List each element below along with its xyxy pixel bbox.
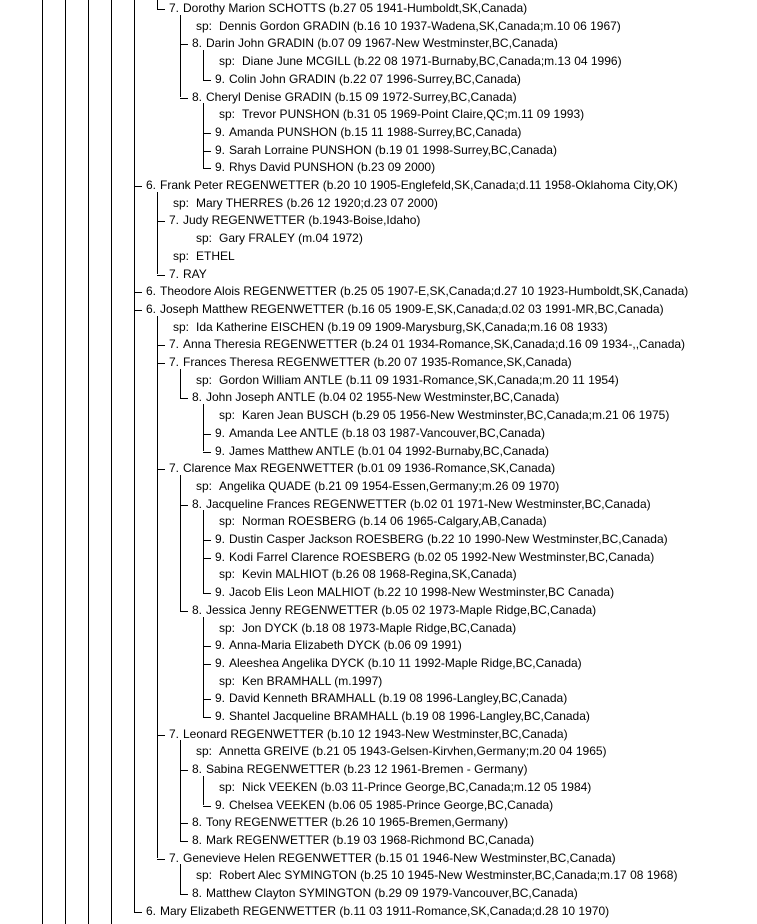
generation-number: 9.	[215, 142, 226, 157]
person-name: Theodore Alois REGENWETTER (b.25 05 1907-E,SK,Canada;d.27 10 1923-Humboldt,SK,Canada)	[160, 284, 689, 299]
descendant-row	[0, 637, 757, 655]
descendant-row	[0, 531, 757, 549]
branch-tick	[134, 292, 142, 293]
person-name: Cheryl Denise GRADIN (b.15 09 1972-Surrey,BC,Canada)	[206, 89, 517, 104]
spouse-marker: sp:	[196, 744, 213, 759]
person-name: Jacqueline Frances REGENWETTER (b.02 01 1971-New Westminster,BC,Canada)	[206, 496, 651, 511]
person-name: Amanda PUNSHON (b.15 11 1988-Surrey,BC,Canada)	[229, 124, 522, 139]
generation-number: 9.	[215, 585, 226, 600]
descendant-row	[0, 266, 757, 284]
branch-tick	[180, 505, 188, 506]
descendant-row	[0, 814, 757, 832]
generation-number: 9.	[215, 655, 226, 670]
person-name: Clarence Max REGENWETTER (b.01 09 1936-Romance,SK,Canada)	[183, 461, 556, 476]
person-name: Anna-Maria Elizabeth DYCK (b.06 09 1991)	[229, 638, 462, 653]
spouse-marker: sp:	[219, 408, 236, 423]
person-name: Frances Theresa REGENWETTER (b.20 07 1935-Romance,SK,Canada)	[183, 355, 572, 369]
descendant-row	[0, 885, 757, 903]
generation-number: 6.	[146, 284, 157, 299]
spouse-name: Ida Katherine EISCHEN (b.19 09 1909-Marysburg,SK,Canada;m.16 08 1933)	[196, 319, 608, 334]
branch-tick	[203, 593, 211, 594]
person-name: Mark REGENWETTER (b.19 03 1968-Richmond BC,Canada)	[206, 832, 535, 847]
spouse-name: Diane June MCGILL (b.22 08 1971-Burnaby,BC,Canada;m.13 04 1996)	[242, 54, 622, 69]
generation-number: 7.	[169, 461, 180, 476]
spouse-row	[0, 195, 757, 213]
spouse-marker: sp:	[196, 478, 213, 493]
descendant-row	[0, 726, 757, 744]
descendant-row	[0, 89, 757, 107]
spouse-row	[0, 372, 757, 390]
spouse-row	[0, 867, 757, 885]
person-name: Joseph Matthew REGENWETTER (b.16 05 1909-E,SK,Canada;d.02 03 1991-MR,BC,Canada)	[160, 301, 664, 316]
branch-tick	[203, 151, 211, 152]
branch-tick	[203, 806, 211, 807]
spouse-name: Gordon William ANTLE (b.11 09 1931-Romance,SK,Canada;m.20 11 1954)	[219, 372, 619, 387]
person-name: David Kenneth BRAMHALL (b.19 08 1996-Langley,BC,Canada)	[229, 691, 568, 706]
person-name: Chelsea VEEKEN (b.06 05 1985-Prince George,BC,Canada)	[229, 797, 554, 812]
generation-number: 8.	[192, 602, 203, 617]
spouse-row	[0, 620, 757, 638]
person-name: Kodi Farrel Clarence ROESBERG (b.02 05 1992-New Westminster,BC,Canada)	[229, 549, 655, 564]
generation-number: 8.	[192, 89, 203, 104]
person-name: Anna Theresia REGENWETTER (b.24 01 1934-Romance,SK,Canada;d.16 09 1934-,,Canada)	[183, 337, 686, 352]
generation-number: 9.	[215, 71, 226, 86]
spouse-marker: sp:	[219, 514, 236, 529]
spouse-name: Kevin MALHIOT (b.26 08 1968-Regina,SK,Canada)	[242, 567, 517, 582]
descendant-row	[0, 283, 757, 301]
descendant-row	[0, 443, 757, 461]
generation-number: 7.	[169, 1, 180, 15]
branch-tick	[180, 611, 188, 612]
descendant-row	[0, 71, 757, 89]
spouse-row	[0, 478, 757, 496]
spouse-marker: sp:	[219, 673, 236, 688]
branch-tick	[157, 275, 165, 276]
descendant-row	[0, 124, 757, 142]
branch-tick	[134, 186, 142, 187]
spouse-name: Gary FRALEY (m.04 1972)	[219, 231, 363, 246]
person-name: Rhys David PUNSHON (b.23 09 2000)	[229, 160, 436, 175]
descendant-row	[0, 460, 757, 478]
branch-tick	[180, 770, 188, 771]
generation-number: 9.	[215, 425, 226, 440]
descendant-row	[0, 584, 757, 602]
descendant-row	[0, 903, 757, 921]
spouse-marker: sp:	[173, 248, 190, 263]
descendant-row	[0, 496, 757, 514]
spouse-marker: sp:	[219, 107, 236, 122]
generation-number: 6.	[146, 903, 157, 918]
spouse-name: Jon DYCK (b.18 08 1973-Maple Ridge,BC,Canada)	[242, 620, 517, 635]
branch-tick	[203, 717, 211, 718]
spouse-name: Karen Jean BUSCH (b.29 05 1956-New Westminster,BC,Canada;m.21 06 1975)	[242, 408, 670, 423]
spouse-name: Angelika QUADE (b.21 09 1954-Essen,Germany;m.26 09 1970)	[219, 478, 560, 493]
generation-number: 9.	[215, 691, 226, 706]
person-name: Sarah Lorraine PUNSHON (b.19 01 1998-Surrey,BC,Canada)	[229, 142, 557, 157]
branch-tick	[157, 9, 165, 10]
person-name: Judy REGENWETTER (b.1943-Boise,Idaho)	[183, 213, 421, 228]
generation-number: 8.	[192, 762, 203, 777]
spouse-row	[0, 407, 757, 425]
spouse-name: Robert Alec SYMINGTON (b.25 10 1945-New Westminster,BC,Canada;m.17 08 1968)	[219, 868, 678, 883]
generation-number: 8.	[192, 815, 203, 830]
spouse-name: ETHEL	[196, 248, 235, 263]
branch-tick	[203, 452, 211, 453]
person-name: Colin John GRADIN (b.22 07 1996-Surrey,BC,Canada)	[229, 71, 521, 86]
descendant-row	[0, 177, 757, 195]
branch-tick	[157, 735, 165, 736]
spouse-marker: sp:	[219, 54, 236, 69]
person-name: Dorothy Marion SCHOTTS (b.27 05 1941-Humboldt,SK,Canada)	[183, 1, 528, 15]
spouse-row	[0, 106, 757, 124]
person-name: Tony REGENWETTER (b.26 10 1965-Bremen,Germany)	[206, 815, 509, 830]
branch-tick	[157, 469, 165, 470]
spouse-marker: sp:	[196, 231, 213, 246]
spouse-row	[0, 230, 757, 248]
branch-tick	[203, 133, 211, 134]
spouse-row	[0, 566, 757, 584]
descendant-row	[0, 301, 757, 319]
descendant-row	[0, 336, 757, 354]
branch-tick	[157, 859, 165, 860]
person-name: RAY	[183, 266, 207, 281]
person-name: Darin John GRADIN (b.07 09 1967-New Westminster,BC,Canada)	[206, 36, 558, 51]
spouse-marker: sp:	[196, 18, 213, 33]
generation-number: 9.	[215, 443, 226, 458]
spouse-row	[0, 248, 757, 266]
descendant-row	[0, 142, 757, 160]
generation-number: 7.	[169, 266, 180, 281]
descendant-row	[0, 708, 757, 726]
branch-tick	[203, 558, 211, 559]
branch-tick	[180, 44, 188, 45]
branch-tick	[180, 841, 188, 842]
generation-number: 9.	[215, 638, 226, 653]
spouse-row	[0, 779, 757, 797]
spouse-name: Trevor PUNSHON (b.31 05 1969-Point Claire,QC;m.11 09 1993)	[242, 107, 585, 122]
generation-number: 9.	[215, 549, 226, 564]
generation-number: 7.	[169, 337, 180, 352]
generation-number: 9.	[215, 532, 226, 546]
generation-number: 6.	[146, 301, 157, 316]
spouse-name: Dennis Gordon GRADIN (b.16 10 1937-Wadena,SK,Canada;m.10 06 1967)	[219, 18, 621, 33]
spouse-marker: sp:	[196, 868, 213, 883]
branch-tick	[203, 80, 211, 81]
branch-tick	[157, 345, 165, 346]
generation-number: 8.	[192, 36, 203, 51]
person-name: Jacob Elis Leon MALHIOT (b.22 10 1998-New Westminster,BC Canada)	[229, 585, 615, 600]
person-name: Leonard REGENWETTER (b.10 12 1943-New Westminster,BC,Canada)	[183, 726, 568, 741]
person-name: Matthew Clayton SYMINGTON (b.29 09 1979-Vancouver,BC,Canada)	[206, 886, 578, 900]
branch-tick	[203, 540, 211, 541]
spouse-name: Ken BRAMHALL (m.1997)	[242, 673, 383, 688]
branch-tick	[180, 823, 188, 824]
person-name: Aleeshea Angelika DYCK (b.10 11 1992-Maple Ridge,BC,Canada)	[229, 655, 582, 670]
descendant-row	[0, 655, 757, 673]
spouse-marker: sp:	[173, 195, 190, 210]
spouse-marker: sp:	[219, 779, 236, 794]
spouse-marker: sp:	[173, 319, 190, 334]
person-name: Mary Elizabeth REGENWETTER (b.11 03 1911-Romance,SK,Canada;d.28 10 1970)	[160, 903, 610, 918]
descendant-row	[0, 850, 757, 868]
branch-tick	[134, 310, 142, 311]
spouse-name: Annetta GREIVE (b.21 05 1943-Gelsen-Kirvhen,Germany;m.20 04 1965)	[219, 744, 607, 759]
descendant-row	[0, 549, 757, 567]
branch-tick	[180, 98, 188, 99]
generation-number: 7.	[169, 355, 180, 369]
spouse-row	[0, 319, 757, 337]
spouse-row	[0, 18, 757, 36]
person-name: James Matthew ANTLE (b.01 04 1992-Burnaby,BC,Canada)	[229, 443, 549, 458]
generation-number: 9.	[215, 797, 226, 812]
branch-tick	[180, 894, 188, 895]
descendant-row	[0, 389, 757, 407]
person-name: Shantel Jacqueline BRAMHALL (b.19 08 1996-Langley,BC,Canada)	[229, 709, 590, 723]
descendant-row	[0, 761, 757, 779]
branch-tick	[134, 912, 142, 913]
branch-tick	[203, 646, 211, 647]
descendant-row	[0, 354, 757, 372]
person-name: Jessica Jenny REGENWETTER (b.05 02 1973-Maple Ridge,BC,Canada)	[206, 602, 597, 617]
branch-tick	[157, 363, 165, 364]
descendant-row	[0, 797, 757, 815]
generation-number: 9.	[215, 124, 226, 139]
spouse-name: Nick VEEKEN (b.03 11-Prince George,BC,Canada;m.12 05 1984)	[242, 779, 592, 794]
person-name: Frank Peter REGENWETTER (b.20 10 1905-Englefeld,SK,Canada;d.11 1958-Oklahoma City,OK)	[160, 178, 678, 192]
spouse-marker: sp:	[219, 567, 236, 582]
person-name: Sabina REGENWETTER (b.23 12 1961-Bremen - Germany)	[206, 762, 528, 777]
spouse-row	[0, 673, 757, 691]
generation-number: 8.	[192, 390, 203, 405]
spouse-row	[0, 743, 757, 761]
branch-tick	[157, 221, 165, 222]
descendant-row	[0, 159, 757, 177]
spouse-row	[0, 513, 757, 531]
branch-tick	[203, 168, 211, 169]
generation-number: 7.	[169, 850, 180, 865]
descendant-row	[0, 212, 757, 230]
branch-tick	[203, 664, 211, 665]
generation-number: 9.	[215, 709, 226, 723]
spouse-marker: sp:	[196, 372, 213, 387]
descendant-row	[0, 425, 757, 443]
descendant-row	[0, 602, 757, 620]
descendant-row	[0, 690, 757, 708]
person-name: Genevieve Helen REGENWETTER (b.15 01 1946-New Westminster,BC,Canada)	[183, 850, 616, 865]
person-name: Amanda Lee ANTLE (b.18 03 1987-Vancouver,BC,Canada)	[229, 425, 545, 440]
generation-number: 7.	[169, 213, 180, 228]
generation-number: 8.	[192, 832, 203, 847]
branch-tick	[203, 434, 211, 435]
spouse-row	[0, 53, 757, 71]
spouse-name: Mary THERRES (b.26 12 1920;d.23 07 2000)	[196, 195, 438, 210]
descendant-row	[0, 832, 757, 850]
generation-number: 8.	[192, 496, 203, 511]
spouse-marker: sp:	[219, 620, 236, 635]
branch-tick	[180, 398, 188, 399]
descendant-row	[0, 0, 757, 18]
person-name: Dustin Casper Jackson ROESBERG (b.22 10 1990-New Westminster,BC,Canada)	[229, 532, 668, 546]
generation-number: 9.	[215, 160, 226, 175]
branch-tick	[203, 699, 211, 700]
spouse-name: Norman ROESBERG (b.14 06 1965-Calgary,AB,Canada)	[242, 514, 547, 529]
generation-number: 6.	[146, 178, 157, 192]
descendant-row	[0, 35, 757, 53]
generation-number: 7.	[169, 726, 180, 741]
generation-number: 8.	[192, 886, 203, 900]
person-name: John Joseph ANTLE (b.04 02 1955-New Westminster,BC,Canada)	[206, 390, 560, 405]
